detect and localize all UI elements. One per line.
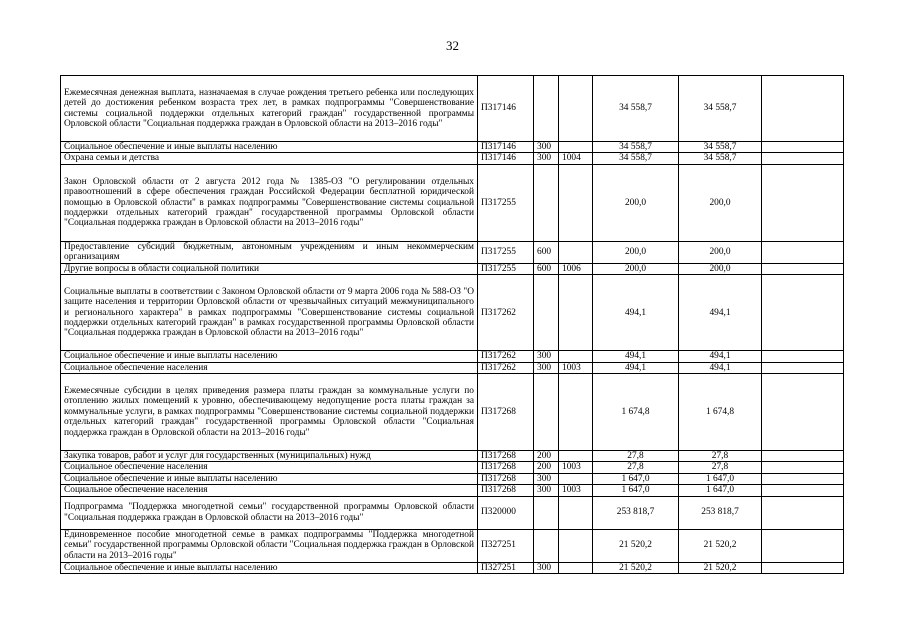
row-expense-type: 300	[534, 142, 559, 153]
row-section: 1003	[559, 362, 593, 373]
row-extra	[762, 473, 844, 484]
row-extra	[762, 362, 844, 373]
row-sum-2: 21 520,2	[679, 562, 762, 573]
row-extra	[762, 529, 844, 562]
row-section	[559, 142, 593, 153]
row-section	[559, 562, 593, 573]
row-code: П317146	[478, 142, 534, 153]
row-name: Другие вопросы в области социальной политики	[61, 263, 478, 274]
row-code: П317262	[478, 362, 534, 373]
row-code: П317268	[478, 462, 534, 473]
table-row	[61, 473, 844, 484]
row-name: Социальное обеспечение населения	[61, 362, 478, 373]
row-sum-1: 200,0	[593, 263, 679, 274]
row-section	[559, 275, 593, 351]
row-code: П317268	[478, 451, 534, 462]
table-row	[61, 153, 844, 164]
row-sum-2: 34 558,7	[679, 142, 762, 153]
table-row	[61, 275, 844, 351]
table-row	[61, 485, 844, 496]
row-sum-2: 200,0	[679, 241, 762, 263]
page-number: 32	[446, 38, 459, 53]
row-section	[559, 529, 593, 562]
table-row	[61, 263, 844, 274]
row-name: Ежемесячная денежная выплата, назначаемая в случае рождения третьего ребенка или последующих детей до достижения ребенком возраста трех лет, в рамках подпрограммы "Совершенствование системы социальной поддержки отдельных категорий граждан" государственной программы Орловской области "Социальная поддержка граждан в Орловской области на 2013–2016 годы"	[61, 76, 478, 142]
row-name: Закон Орловской области от 2 августа 2012 года № 1385-ОЗ "О регулировании отдельных правоотношений в сфере обеспечения граждан Российской Федерации бесплатной юридической помощью в Орловской области" в рамках подпрограммы "Совершенствование системы социальной поддержки отдельных категорий граждан" государственной программы Орловской области "Социальная поддержка граждан в Орловской области на 2013–2016 годы"	[61, 164, 478, 241]
row-sum-1: 1 674,8	[593, 374, 679, 451]
row-extra	[762, 142, 844, 153]
row-name: Социальное обеспечение населения	[61, 462, 478, 473]
row-name: Социальное обеспечение населения	[61, 485, 478, 496]
row-sum-1: 1 647,0	[593, 485, 679, 496]
table-row	[61, 241, 844, 263]
row-name: Социальное обеспечение и иные выплаты населению	[61, 351, 478, 362]
row-section: 1003	[559, 485, 593, 496]
row-code: П317268	[478, 473, 534, 484]
row-sum-2: 27,8	[679, 462, 762, 473]
row-code: П327251	[478, 529, 534, 562]
row-name: Социальное обеспечение и иные выплаты населению	[61, 473, 478, 484]
row-expense-type	[534, 164, 559, 241]
row-sum-1: 27,8	[593, 451, 679, 462]
row-extra	[762, 351, 844, 362]
row-expense-type	[534, 374, 559, 451]
row-sum-2: 1 674,8	[679, 374, 762, 451]
row-code: П327251	[478, 562, 534, 573]
row-name: Подпрограмма "Поддержка многодетной семьи" государственной программы Орловской области "Социальная поддержка граждан в Орловской области на 2013–2016 годы"	[61, 496, 478, 529]
row-extra	[762, 153, 844, 164]
row-sum-1: 494,1	[593, 351, 679, 362]
row-expense-type: 300	[534, 485, 559, 496]
row-sum-2: 1 647,0	[679, 485, 762, 496]
row-section	[559, 241, 593, 263]
table-row	[61, 351, 844, 362]
row-sum-2: 34 558,7	[679, 76, 762, 142]
row-expense-type: 600	[534, 263, 559, 274]
row-code: П317146	[478, 153, 534, 164]
row-expense-type: 300	[534, 362, 559, 373]
row-extra	[762, 275, 844, 351]
row-extra	[762, 263, 844, 274]
row-sum-1: 21 520,2	[593, 562, 679, 573]
row-extra	[762, 451, 844, 462]
row-expense-type: 300	[534, 473, 559, 484]
table-row	[61, 462, 844, 473]
row-sum-2: 200,0	[679, 263, 762, 274]
row-extra	[762, 76, 844, 142]
row-code: П317268	[478, 485, 534, 496]
row-expense-type: 300	[534, 562, 559, 573]
row-extra	[762, 496, 844, 529]
budget-table	[60, 75, 844, 574]
row-sum-1: 27,8	[593, 462, 679, 473]
row-section	[559, 473, 593, 484]
row-sum-2: 1 647,0	[679, 473, 762, 484]
table-row	[61, 529, 844, 562]
row-name: Социальное обеспечение и иные выплаты населению	[61, 562, 478, 573]
row-sum-2: 253 818,7	[679, 496, 762, 529]
row-expense-type	[534, 76, 559, 142]
table-row	[61, 142, 844, 153]
row-sum-2: 494,1	[679, 351, 762, 362]
row-section	[559, 374, 593, 451]
budget-table-body	[61, 76, 844, 574]
table-row	[61, 362, 844, 373]
row-sum-1: 200,0	[593, 241, 679, 263]
row-sum-1: 200,0	[593, 164, 679, 241]
table-row	[61, 496, 844, 529]
table-row	[61, 451, 844, 462]
row-sum-2: 21 520,2	[679, 529, 762, 562]
row-sum-2: 200,0	[679, 164, 762, 241]
row-name: Закупка товаров, работ и услуг для государственных (муниципальных) нужд	[61, 451, 478, 462]
row-extra	[762, 485, 844, 496]
row-code: П317255	[478, 263, 534, 274]
row-code: П317255	[478, 241, 534, 263]
table-row	[61, 562, 844, 573]
row-code: П317146	[478, 76, 534, 142]
row-sum-1: 21 520,2	[593, 529, 679, 562]
row-extra	[762, 164, 844, 241]
row-expense-type: 600	[534, 241, 559, 263]
row-sum-1: 34 558,7	[593, 76, 679, 142]
row-sum-1: 1 647,0	[593, 473, 679, 484]
row-name: Ежемесячные субсидии в целях приведения размера платы граждан за коммунальные услуги по отоплению жилых помещений к уровню, обеспечивающему недопущение роста платы граждан за коммунальные услуги, в рамках подпрограммы "Совершенствование системы социальной поддержки отдельных категорий граждан" государственной программы Орловской области "Социальная поддержка граждан в Орловской области на 2013–2016 годы"	[61, 374, 478, 451]
row-name: Социальные выплаты в соответствии с Законом Орловской области от 9 марта 2006 года № 588-ОЗ "О защите населения и территории Орловской области от чрезвычайных ситуаций межмуниципального и регионального характера" в рамках подпрограммы "Совершенствование системы социальной поддержки отдельных категорий граждан" в рамках государственной программы Орловской области "Социальная поддержка граждан в Орловской области на 2013–2016 годы"	[61, 275, 478, 351]
table-row	[61, 76, 844, 142]
row-section	[559, 451, 593, 462]
table-row	[61, 374, 844, 451]
row-sum-2: 494,1	[679, 362, 762, 373]
row-section	[559, 351, 593, 362]
row-sum-1: 253 818,7	[593, 496, 679, 529]
row-section	[559, 76, 593, 142]
row-sum-1: 34 558,7	[593, 153, 679, 164]
row-expense-type	[534, 275, 559, 351]
row-name: Социальное обеспечение и иные выплаты населению	[61, 142, 478, 153]
row-code: П317262	[478, 275, 534, 351]
row-sum-1: 494,1	[593, 362, 679, 373]
row-name: Охрана семьи и детства	[61, 153, 478, 164]
row-sum-1: 494,1	[593, 275, 679, 351]
table-row	[61, 164, 844, 241]
row-code: П320000	[478, 496, 534, 529]
row-name: Предоставление субсидий бюджетным, автономным учреждениям и иным некоммерческим организациям	[61, 241, 478, 263]
row-section: 1006	[559, 263, 593, 274]
row-section	[559, 164, 593, 241]
row-expense-type: 300	[534, 153, 559, 164]
row-expense-type: 300	[534, 351, 559, 362]
row-sum-1: 34 558,7	[593, 142, 679, 153]
row-name: Единовременное пособие многодетной семье в рамках подпрограммы "Поддержка многодетной семьи" государственной программы Орловской области "Социальная поддержка граждан в Орловской области на 2013–2016 годы"	[61, 529, 478, 562]
row-expense-type: 200	[534, 462, 559, 473]
row-section	[559, 496, 593, 529]
row-code: П317255	[478, 164, 534, 241]
row-extra	[762, 462, 844, 473]
row-expense-type: 200	[534, 451, 559, 462]
row-extra	[762, 374, 844, 451]
row-extra	[762, 562, 844, 573]
row-sum-2: 34 558,7	[679, 153, 762, 164]
row-sum-2: 494,1	[679, 275, 762, 351]
row-code: П317262	[478, 351, 534, 362]
row-code: П317268	[478, 374, 534, 451]
row-extra	[762, 241, 844, 263]
row-expense-type	[534, 529, 559, 562]
row-section: 1004	[559, 153, 593, 164]
row-expense-type	[534, 496, 559, 529]
row-section: 1003	[559, 462, 593, 473]
row-sum-2: 27,8	[679, 451, 762, 462]
